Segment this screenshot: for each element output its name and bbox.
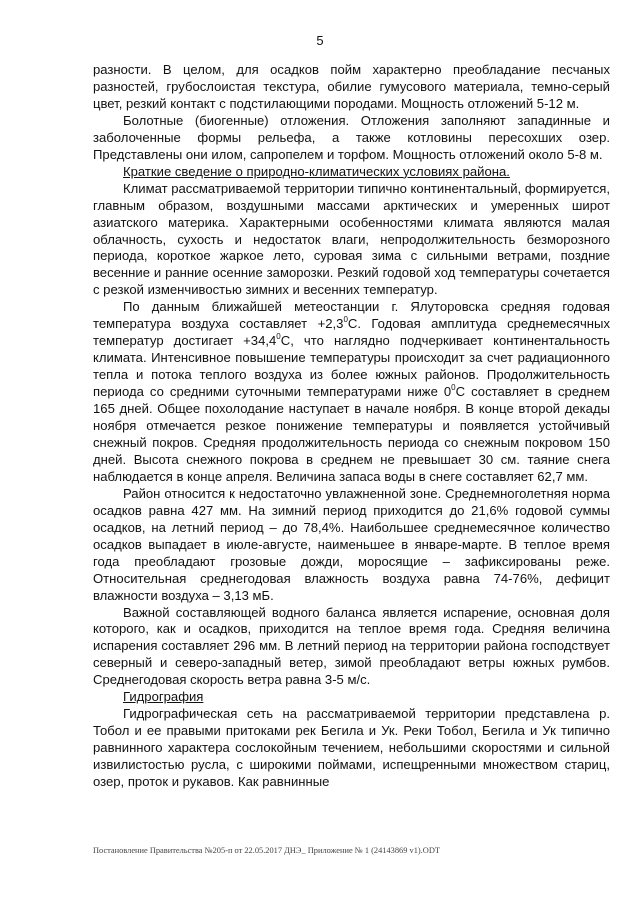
paragraph-floodplain-deposits: разности. В целом, для осадков пойм характерно преобладание песчаных разностей, грубослоистая текстура, обилие гумусового материала, темно-серый цвет, резкий контакт с подстилающими породами. Мощность отложений 5-12 м. xyxy=(93,62,610,111)
paragraph-precipitation: Район относится к недостаточно увлажненной зоне. Среднемноголетняя норма осадков равна 427 мм. На зимний период приходится до 21,6% годовой суммы осадков, на летний период – до 78,4%. Наибольшее среднемесячное количество осадков выпадает в июле-августе, наименьшее в январе-марте. В теплое время года преобладают грозовые дожди, моросящие – зафиксированы реже. Относительная среднегодовая влажность воздуха равна 74-76%, дефицит влажности воздуха – 3,13 мБ. xyxy=(93,485,610,603)
page-footer: Постановление Правительства №205-п от 22.05.2017 ДНЭ_ Приложение № 1 (24143869 v1).ODT xyxy=(93,846,440,855)
paragraph-evaporation-wind: Важной составляющей водного баланса является испарение, основная доля которого, как и осадков, приходится на теплое время года. Средняя величина испарения составляет 296 мм. В летний период на территории района господствует северный и северо-западный ветер, зимой преобладают ветры южных румбов. Среднегодовая скорость ветра равна 3-5 м/с. xyxy=(93,604,610,688)
temperature-text-d: С составляет в среднем 165 дней. Общее похолодание наступает в начале ноября. В конце второй декады ноября отмечается резкое понижение температуры и появляется устойчивый снежный покров. Средняя продолжительность периода со снежным покровом 150 дней. Высота снежного покрова в среднем не превышает 30 см. таяние снега наблюдается в конце апреля. Величина запаса воды в снеге составляет 62,7 мм. xyxy=(93,384,610,484)
temperature-text-c: С, что наглядно подчеркивает континентальность климата. Интенсивное повышение температуры происходит за счет радиационного тепла и потока теплого воздуха из более южных районов. Продолжительность периода со средними суточными температурами ниже 0 xyxy=(93,333,610,400)
temperature-text-a: По данным ближайшей метеостанции г. Ялуторовска средняя годовая температура воздуха составляет +2,3 xyxy=(93,299,610,332)
degree-superscript: 0 xyxy=(276,331,281,341)
heading-hydrography: Гидрография xyxy=(123,689,204,705)
paragraph-temperature xyxy=(93,299,610,485)
degree-superscript: 0 xyxy=(343,314,348,324)
paragraph-hydrography: Гидрографическая сеть на рассматриваемой территории представлена р. Тобол и ее правыми притоками рек Бегила и Ук. Реки Тобол, Бегила и Ук типично равнинного характера сослокойным течением, небольшими скоростями и сильной извилистостью русла, с широкими поймами, испещренными множеством стариц, озер, проток и рукавов. Как равнинные xyxy=(93,706,610,790)
degree-superscript: 0 xyxy=(451,382,456,392)
heading-climate: Краткие сведение о природно-климатических условиях района. xyxy=(123,163,510,179)
page-number: 5 xyxy=(316,33,324,48)
paragraph-climate-overview: Климат рассматриваемой территории типично континентальный, формируется, главным образом, воздушными массами арктических и умеренных широт азиатского материка. Характерными особенностями климата являются малая облачность, сухость и недостаток влаги, непродолжительность безморозного периода, короткое жаркое лето, суровая зима с сильными ветрами, поздние весенние и ранние осенние заморозки. Резкий годовой ход температуры сочетается с резкой изменчивостью зимних и весенних температур. xyxy=(93,180,610,298)
temperature-text-b: С. Годовая амплитуда среднемесячных температур достигает +34,4 xyxy=(93,316,610,349)
paragraph-swamp-deposits: Болотные (биогенные) отложения. Отложения заполняют западинные и заболоченные формы рельефа, а также котловины пересохших озер. Представлены они илом, сапропелем и торфом. Мощность отложений около 5-8 м. xyxy=(93,112,610,162)
document-body xyxy=(93,62,610,791)
